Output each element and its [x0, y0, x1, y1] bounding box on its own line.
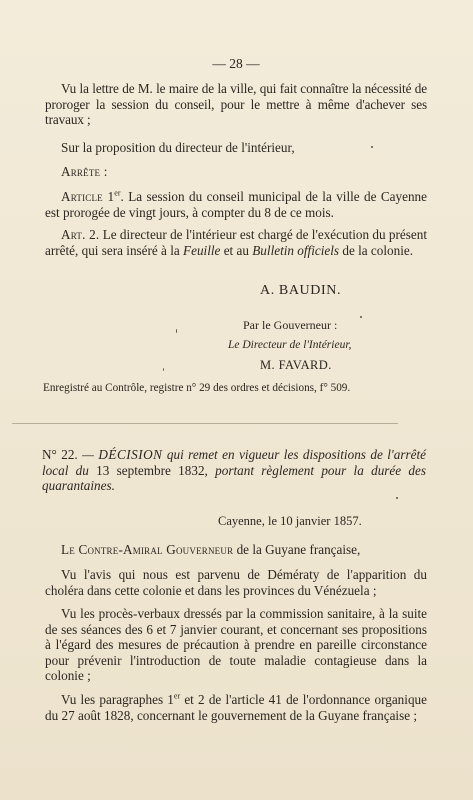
signature-favard: M. FAVARD.	[260, 358, 332, 372]
section-divider	[12, 423, 398, 424]
signature-baudin: A. BAUDIN.	[260, 283, 342, 298]
contre-amiral-caps: Le Contre-Amiral Gouverneur	[61, 542, 234, 557]
contre-amiral-rest: de la Guyane française,	[233, 542, 361, 557]
decision-date: 13 septembre 1832,	[96, 462, 208, 478]
decision-number: N° 22.	[42, 447, 78, 462]
ink-speck	[163, 368, 164, 371]
directeur-interieur: Le Directeur de l'Intérieur,	[228, 339, 352, 351]
paragraph-vu-lettre: Vu la lettre de M. le maire de la ville, qui fait connaître la nécessité de proroger la session du conseil, pour le mettre à même d'achever ses travaux ;	[45, 81, 427, 127]
article-1-sup: er	[114, 188, 121, 198]
decision-title-cap: DÉCISION	[98, 447, 163, 462]
vu-avis: Vu l'avis qui nous est parvenu de Démératy de l'apparition du choléra dans cette colonie et dans les provinces du Vénézuela ;	[45, 567, 427, 598]
vu-proces-verbaux: Vu les procès-verbaux dressés par la commission sanitaire, à la suite de ses séances des 6 et 7 janvier courant, et concernant ses propositions à l'égard des mesures de précaution à prendre en pareille circonstance pour prévenir l'introduction de toute maladie contagieuse dans la colonie ;	[45, 606, 427, 683]
vu3-b: et 2 de l'article 41 de l'ordonnance organique du 27 août 1828, concernant le gouvernement de la Guyane française ;	[45, 692, 427, 723]
article-2-text-a: Le directeur de l'intérieur est chargé de l'exécution du présent arrêté, qui sera inséré à la	[45, 227, 427, 258]
article-2-label: Art. 2.	[61, 227, 100, 242]
ink-speck	[176, 329, 177, 333]
enregistre-note: Enregistré au Contrôle, registre n° 29 des ordres et décisions, f° 509.	[43, 382, 351, 394]
article-1-text: . La session du conseil municipal de la ville de Cayenne est prorogée de vingt jours, à compter du 8 de ce mois.	[45, 189, 428, 220]
vu3-a: Vu les paragraphes 1	[61, 692, 174, 707]
decision-22	[42, 447, 426, 494]
par-le-gouverneur: Par le Gouverneur :	[243, 318, 338, 332]
article-2-text-b: et au	[220, 242, 253, 258]
decision-dash: —	[77, 447, 99, 462]
vu-paragraphes	[45, 692, 427, 723]
contre-amiral-line	[45, 542, 427, 558]
decision-title-a: qui remet en vigueur les dispositions de l'arrêté local du	[42, 447, 426, 478]
article-1	[45, 189, 427, 220]
article-1-label: Article 1	[61, 189, 115, 204]
ink-speck	[371, 146, 373, 148]
decision-title-b: portant règlement pour la durée des quarantaines.	[42, 462, 427, 493]
vu3-sup: er	[173, 691, 181, 701]
place-date: Cayenne, le 10 janvier 1857.	[218, 514, 362, 528]
ink-speck	[360, 316, 362, 318]
paragraph-sur-proposition: Sur la proposition du directeur de l'intérieur,	[61, 140, 295, 155]
article-2	[45, 227, 427, 258]
article-2-bulletin: Bulletin officiels	[252, 242, 340, 258]
article-2-text-c: de la colonie.	[339, 242, 414, 258]
heading-arrete: Arrête :	[61, 164, 108, 179]
ink-speck	[396, 497, 398, 499]
article-2-feuille: Feuille	[183, 242, 221, 258]
page-number: — 28 —	[212, 56, 260, 71]
